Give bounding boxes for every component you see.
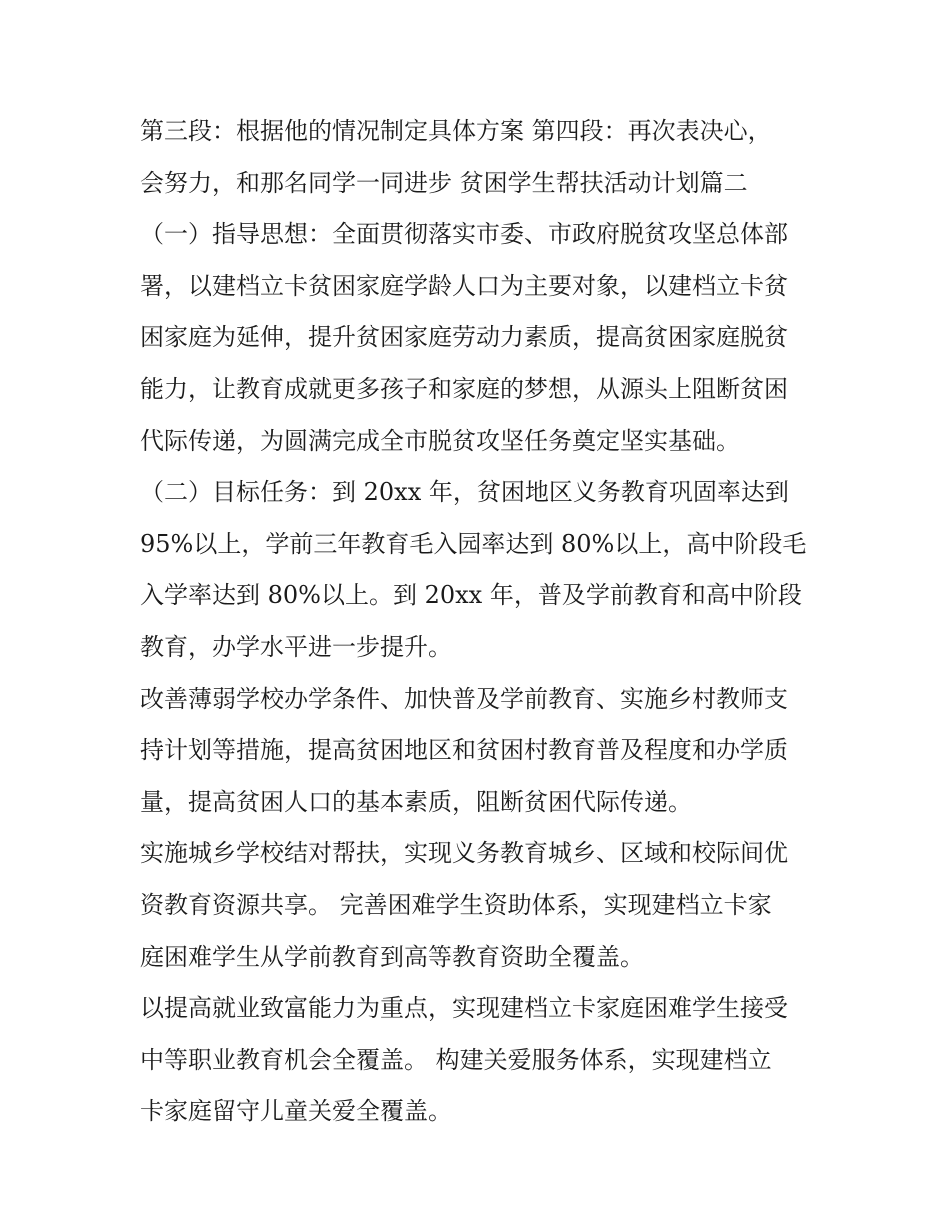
text-line: 第三段：根据他的情况制定具体方案 第四段：再次表决心， <box>140 117 772 145</box>
text-line: 能力，让教育成就更多孩子和家庭的梦想，从源头上阻断贫困 <box>140 374 788 403</box>
document-body <box>140 106 820 1138</box>
text-line: 持计划等措施，提高贫困地区和贫困村教育普及程度和办学质 <box>140 736 788 765</box>
text-line: 困家庭为延伸，提升贫困家庭劳动力素质，提高贫困家庭脱贫 <box>140 323 788 352</box>
text-line: 会努力，和那名同学一同进步 贫困学生帮扶活动计划篇二 <box>140 168 748 197</box>
text-line: 以提高就业致富能力为重点，实现建档立卡家庭困难学生接受 <box>140 994 788 1023</box>
text-line: 庭困难学生从学前教育到高等教育资助全覆盖。 <box>140 942 644 971</box>
text-line: 教育，办学水平进一步提升。 <box>140 632 452 661</box>
text-line: 代际传递，为圆满完成全市脱贫攻坚任务奠定坚实基础。 <box>140 426 740 455</box>
text-line: 卡家庭留守儿童关爱全覆盖。 <box>140 1097 452 1126</box>
text-line: （二）目标任务：到 20xx 年，贫困地区义务教育巩固率达到 <box>140 478 789 507</box>
text-line: 资教育资源共享。 完善困难学生资助体系，实现建档立卡家 <box>140 890 772 919</box>
text-line: 署，以建档立卡贫困家庭学龄人口为主要对象，以建档立卡贫 <box>140 271 788 300</box>
text-line: 量，提高贫困人口的基本素质，阻断贫困代际传递。 <box>140 787 692 816</box>
text-line: 入学率达到 80%以上。到 20xx 年，普及学前教育和高中阶段 <box>140 581 802 610</box>
text-line: 95%以上，学前三年教育毛入园率达到 80%以上，高中阶段毛 <box>140 529 807 558</box>
text-line: 改善薄弱学校办学条件、加快普及学前教育、实施乡村教师支 <box>140 684 788 713</box>
text-line: 实施城乡学校结对帮扶，实现义务教育城乡、区域和校际间优 <box>140 839 788 868</box>
text-line: （一）指导思想：全面贯彻落实市委、市政府脱贫攻坚总体部 <box>140 220 788 249</box>
text-line: 中等职业教育机会全覆盖。 构建关爱服务体系，实现建档立 <box>140 1045 772 1074</box>
